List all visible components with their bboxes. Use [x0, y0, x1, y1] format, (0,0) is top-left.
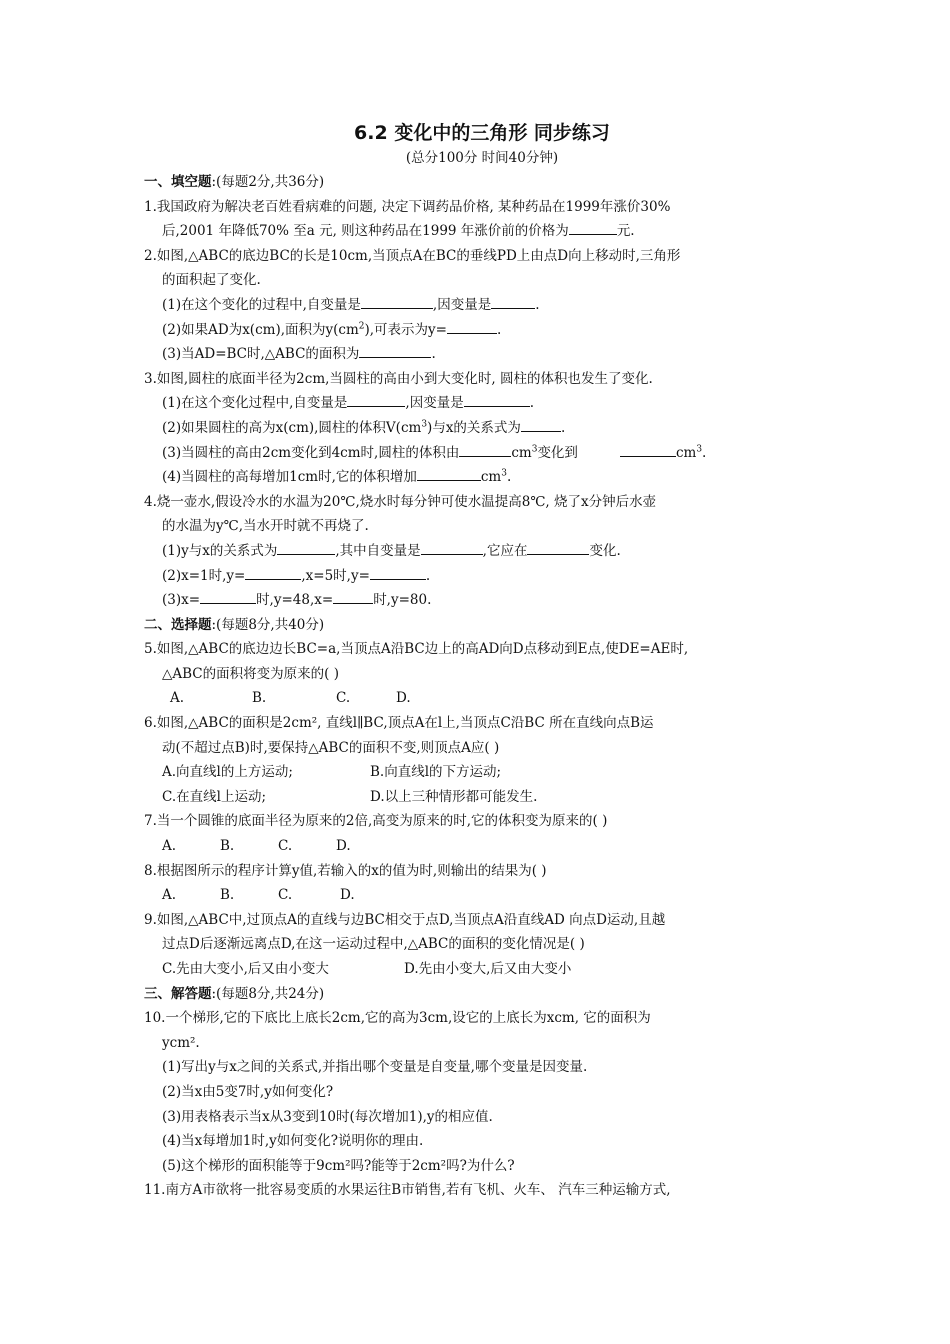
- text: ,它应在: [482, 542, 528, 559]
- option-b: B.向直线l的下方运动;: [370, 764, 502, 781]
- page-subtitle: (总分100分 时间40分钟): [405, 150, 559, 166]
- option-d: D.先由小变大,后又由大变小: [404, 961, 572, 977]
- text: 变化.: [589, 542, 621, 559]
- text: 后,2001 年降低70% 至a 元, 则这种药品在1999 年涨价前的价格为: [162, 223, 569, 240]
- question-2-sub-2: [144, 318, 820, 343]
- answer-blank: [421, 540, 483, 555]
- answer-blank: [333, 589, 373, 604]
- text: (1)y与x的关系式为: [162, 542, 278, 559]
- answer-blank: [359, 343, 431, 358]
- option-b: B.: [220, 887, 235, 904]
- text: .: [560, 419, 566, 436]
- question-9-options: [144, 957, 820, 982]
- question-7-line-1: 7.当一个圆锥的底面半径为原来的2倍,高变为原来的时,它的体积变为原来的( ): [144, 813, 608, 830]
- question-4-sub-2: [144, 564, 820, 589]
- option-a: A.: [162, 838, 177, 855]
- question-4-sub-1: [144, 539, 820, 564]
- answer-blank: [459, 442, 511, 457]
- section-note: :(每题8分,共40分): [211, 616, 325, 633]
- text: .: [506, 469, 512, 486]
- answer-blank: [245, 565, 301, 580]
- question-6-line-2: 动(不超过点B)时,要保持△ABC的面积不变,则顶点A应( ): [162, 739, 500, 756]
- question-9-line-1: 9.如图,△ABC中,过顶点A的直线与边BC相交于点D,当顶点A沿直线AD 向点D运动,且越: [144, 911, 666, 928]
- answer-blank: [527, 540, 589, 555]
- text: .: [431, 346, 436, 363]
- question-2-line-1: 2.如图,△ABC的底边BC的长是10cm,当顶点A在BC的垂线PD上由点D向上移动时,三角形: [144, 247, 681, 264]
- page-title: 6.2 变化中的三角形 同步练习: [354, 122, 610, 144]
- question-3-line-1: 3.如图,圆柱的底面半径为2cm,当圆柱的高由小到大变化时, 圆柱的体积也发生了变化.: [144, 370, 653, 387]
- option-c: C.: [278, 887, 293, 904]
- text: (2)如果AD为x(cm),面积为y(cm: [162, 321, 359, 338]
- question-10-sub-2: (2)当x由5变7时,y如何变化?: [162, 1083, 334, 1100]
- superscript: 3: [531, 444, 538, 455]
- question-2-sub-3: [144, 342, 820, 367]
- text: (1)在这个变化的过程中,自变量是: [162, 296, 361, 313]
- question-3-sub-4: [144, 465, 820, 490]
- section-note: :(每题8分,共24分): [211, 985, 325, 1002]
- option-d: D.: [340, 887, 355, 904]
- question-3-sub-3: [144, 441, 820, 466]
- text: ,因变量是: [432, 296, 492, 313]
- text: ,x=5时,y=: [301, 567, 370, 584]
- question-10-line-1: 10.一个梯形,它的下底比上底长2cm,它的高为3cm,设它的上底长为xcm, 它的面积为: [144, 1010, 651, 1027]
- answer-blank: [569, 220, 617, 235]
- option-b: B.: [252, 690, 267, 707]
- superscript: 3: [696, 444, 703, 455]
- question-6-options-row-2: [144, 785, 820, 810]
- answer-blank: [200, 589, 256, 604]
- section-note: :(每题2分,共36分): [211, 174, 325, 190]
- question-11-line-1: 11.南方A市欲将一批容易变质的水果运往B市销售,若有飞机、火车、 汽车三种运输方式,: [144, 1182, 671, 1199]
- option-d: D.: [396, 690, 411, 707]
- text: (3)当AD=BC时,△ABC的面积为: [162, 346, 360, 363]
- section-title: 三、解答题: [144, 985, 212, 1002]
- answer-blank: [361, 294, 433, 309]
- option-d: D.: [336, 838, 351, 855]
- text: (4)当圆柱的高每增加1cm时,它的体积增加: [162, 469, 417, 486]
- text: .: [535, 296, 540, 313]
- question-2-sub-1: [144, 293, 820, 318]
- text: .: [529, 395, 535, 412]
- question-4-line-2: 的水温为y℃,当水开时就不再烧了.: [162, 518, 369, 535]
- answer-blank: [491, 294, 535, 309]
- question-10-sub-3: (3)用表格表示当x从3变到10时(每次增加1),y的相应值.: [162, 1108, 493, 1125]
- question-4-sub-3: [144, 588, 820, 613]
- text: 时,y=48,x=: [256, 592, 334, 609]
- text: )与x的关系式为: [427, 419, 521, 436]
- question-10-sub-1: (1)写出y与x之间的关系式,并指出哪个变量是自变量,哪个变量是因变量.: [162, 1059, 588, 1076]
- question-10-sub-5: (5)这个梯形的面积能等于9cm²吗?能等于2cm²吗?为什么?: [162, 1157, 515, 1174]
- superscript: 2: [358, 321, 365, 332]
- question-7-options: [144, 834, 820, 859]
- question-3-sub-1: [144, 391, 820, 416]
- option-a: A.: [162, 887, 177, 904]
- option-c: C.: [278, 838, 293, 855]
- answer-blank: [277, 540, 335, 555]
- superscript: 3: [421, 419, 428, 430]
- option-a: A.: [170, 690, 185, 707]
- question-8-line-1: 8.根据图所示的程序计算y值,若输入的x的值为时,则输出的结果为( ): [144, 862, 547, 879]
- question-2-line-2: 的面积起了变化.: [162, 272, 261, 289]
- option-a: A.向直线l的上方运动;: [162, 764, 293, 781]
- question-1-line-2: [144, 219, 820, 244]
- question-5-options: [144, 686, 820, 711]
- text: (2)x=1时,y=: [162, 567, 246, 584]
- text: ,其中自变量是: [335, 542, 421, 559]
- answer-blank: [347, 392, 405, 407]
- text: (3)当圆柱的高由2cm变化到4cm时,圆柱的体积由: [162, 444, 460, 461]
- text: 元.: [616, 223, 635, 240]
- answer-blank: [620, 442, 676, 457]
- text: (3)x=: [162, 592, 201, 609]
- section-heading-fill-in: [144, 170, 820, 195]
- question-9-line-2: 过点D后逐渐远离点D,在这一运动过程中,△ABC的面积的变化情况是( ): [162, 936, 585, 953]
- answer-blank: [417, 466, 481, 481]
- question-3-sub-2: [144, 416, 820, 441]
- section-title: 二、选择题: [144, 616, 212, 633]
- section-title: 一、填空题: [144, 174, 212, 190]
- text: cm: [511, 444, 532, 461]
- option-c: C.先由大变小,后又由小变大: [162, 961, 329, 977]
- answer-blank: [370, 565, 426, 580]
- text: .: [425, 567, 431, 584]
- text: 时,y=80.: [373, 592, 432, 609]
- text: cm: [480, 469, 502, 486]
- question-4-line-1: 4.烧一壶水,假设冷水的水温为20℃,烧水时每分钟可使水温提高8℃, 烧了x分钟后水壶: [144, 493, 657, 510]
- text: .: [702, 444, 707, 461]
- text: cm: [675, 444, 697, 461]
- answer-blank: [464, 392, 530, 407]
- answer-blank: [521, 417, 561, 432]
- question-8-options: [144, 883, 820, 908]
- text: ),可表示为y=: [364, 321, 447, 338]
- text: .: [497, 321, 502, 338]
- option-d: D.以上三种情形都可能发生.: [370, 788, 538, 805]
- question-1-line-1: 1.我国政府为解决老百姓看病难的问题, 决定下调药品价格, 某种药品在1999年涨价30%: [144, 198, 671, 215]
- question-5-line-1: 5.如图,△ABC的底边边长BC=a,当顶点A沿BC边上的高AD向D点移动到E点,使DE=AE时,: [144, 641, 689, 658]
- question-10-line-2: ycm².: [162, 1034, 200, 1051]
- text: (1)在这个变化过程中,自变量是: [162, 395, 348, 412]
- option-c: C.: [336, 690, 351, 707]
- section-heading-multiple-choice: [144, 613, 820, 638]
- text: 变化到: [537, 444, 578, 461]
- option-c: C.在直线l上运动;: [162, 788, 267, 805]
- superscript: 3: [501, 468, 507, 479]
- question-5-line-2: △ABC的面积将变为原来的( ): [162, 665, 339, 682]
- text: ,因变量是: [405, 395, 464, 412]
- answer-blank: [447, 319, 497, 334]
- question-10-sub-4: (4)当x每增加1时,y如何变化?说明你的理由.: [162, 1133, 424, 1150]
- text: (2)如果圆柱的高为x(cm),圆柱的体积V(cm: [162, 419, 422, 436]
- question-6-options-row-1: [144, 760, 820, 785]
- option-b: B.: [220, 838, 235, 855]
- question-6-line-1: 6.如图,△ABC的面积是2cm², 直线l∥BC,顶点A在l上,当顶点C沿BC 所在直线向点B运: [144, 715, 654, 732]
- section-heading-solutions: [144, 982, 820, 1007]
